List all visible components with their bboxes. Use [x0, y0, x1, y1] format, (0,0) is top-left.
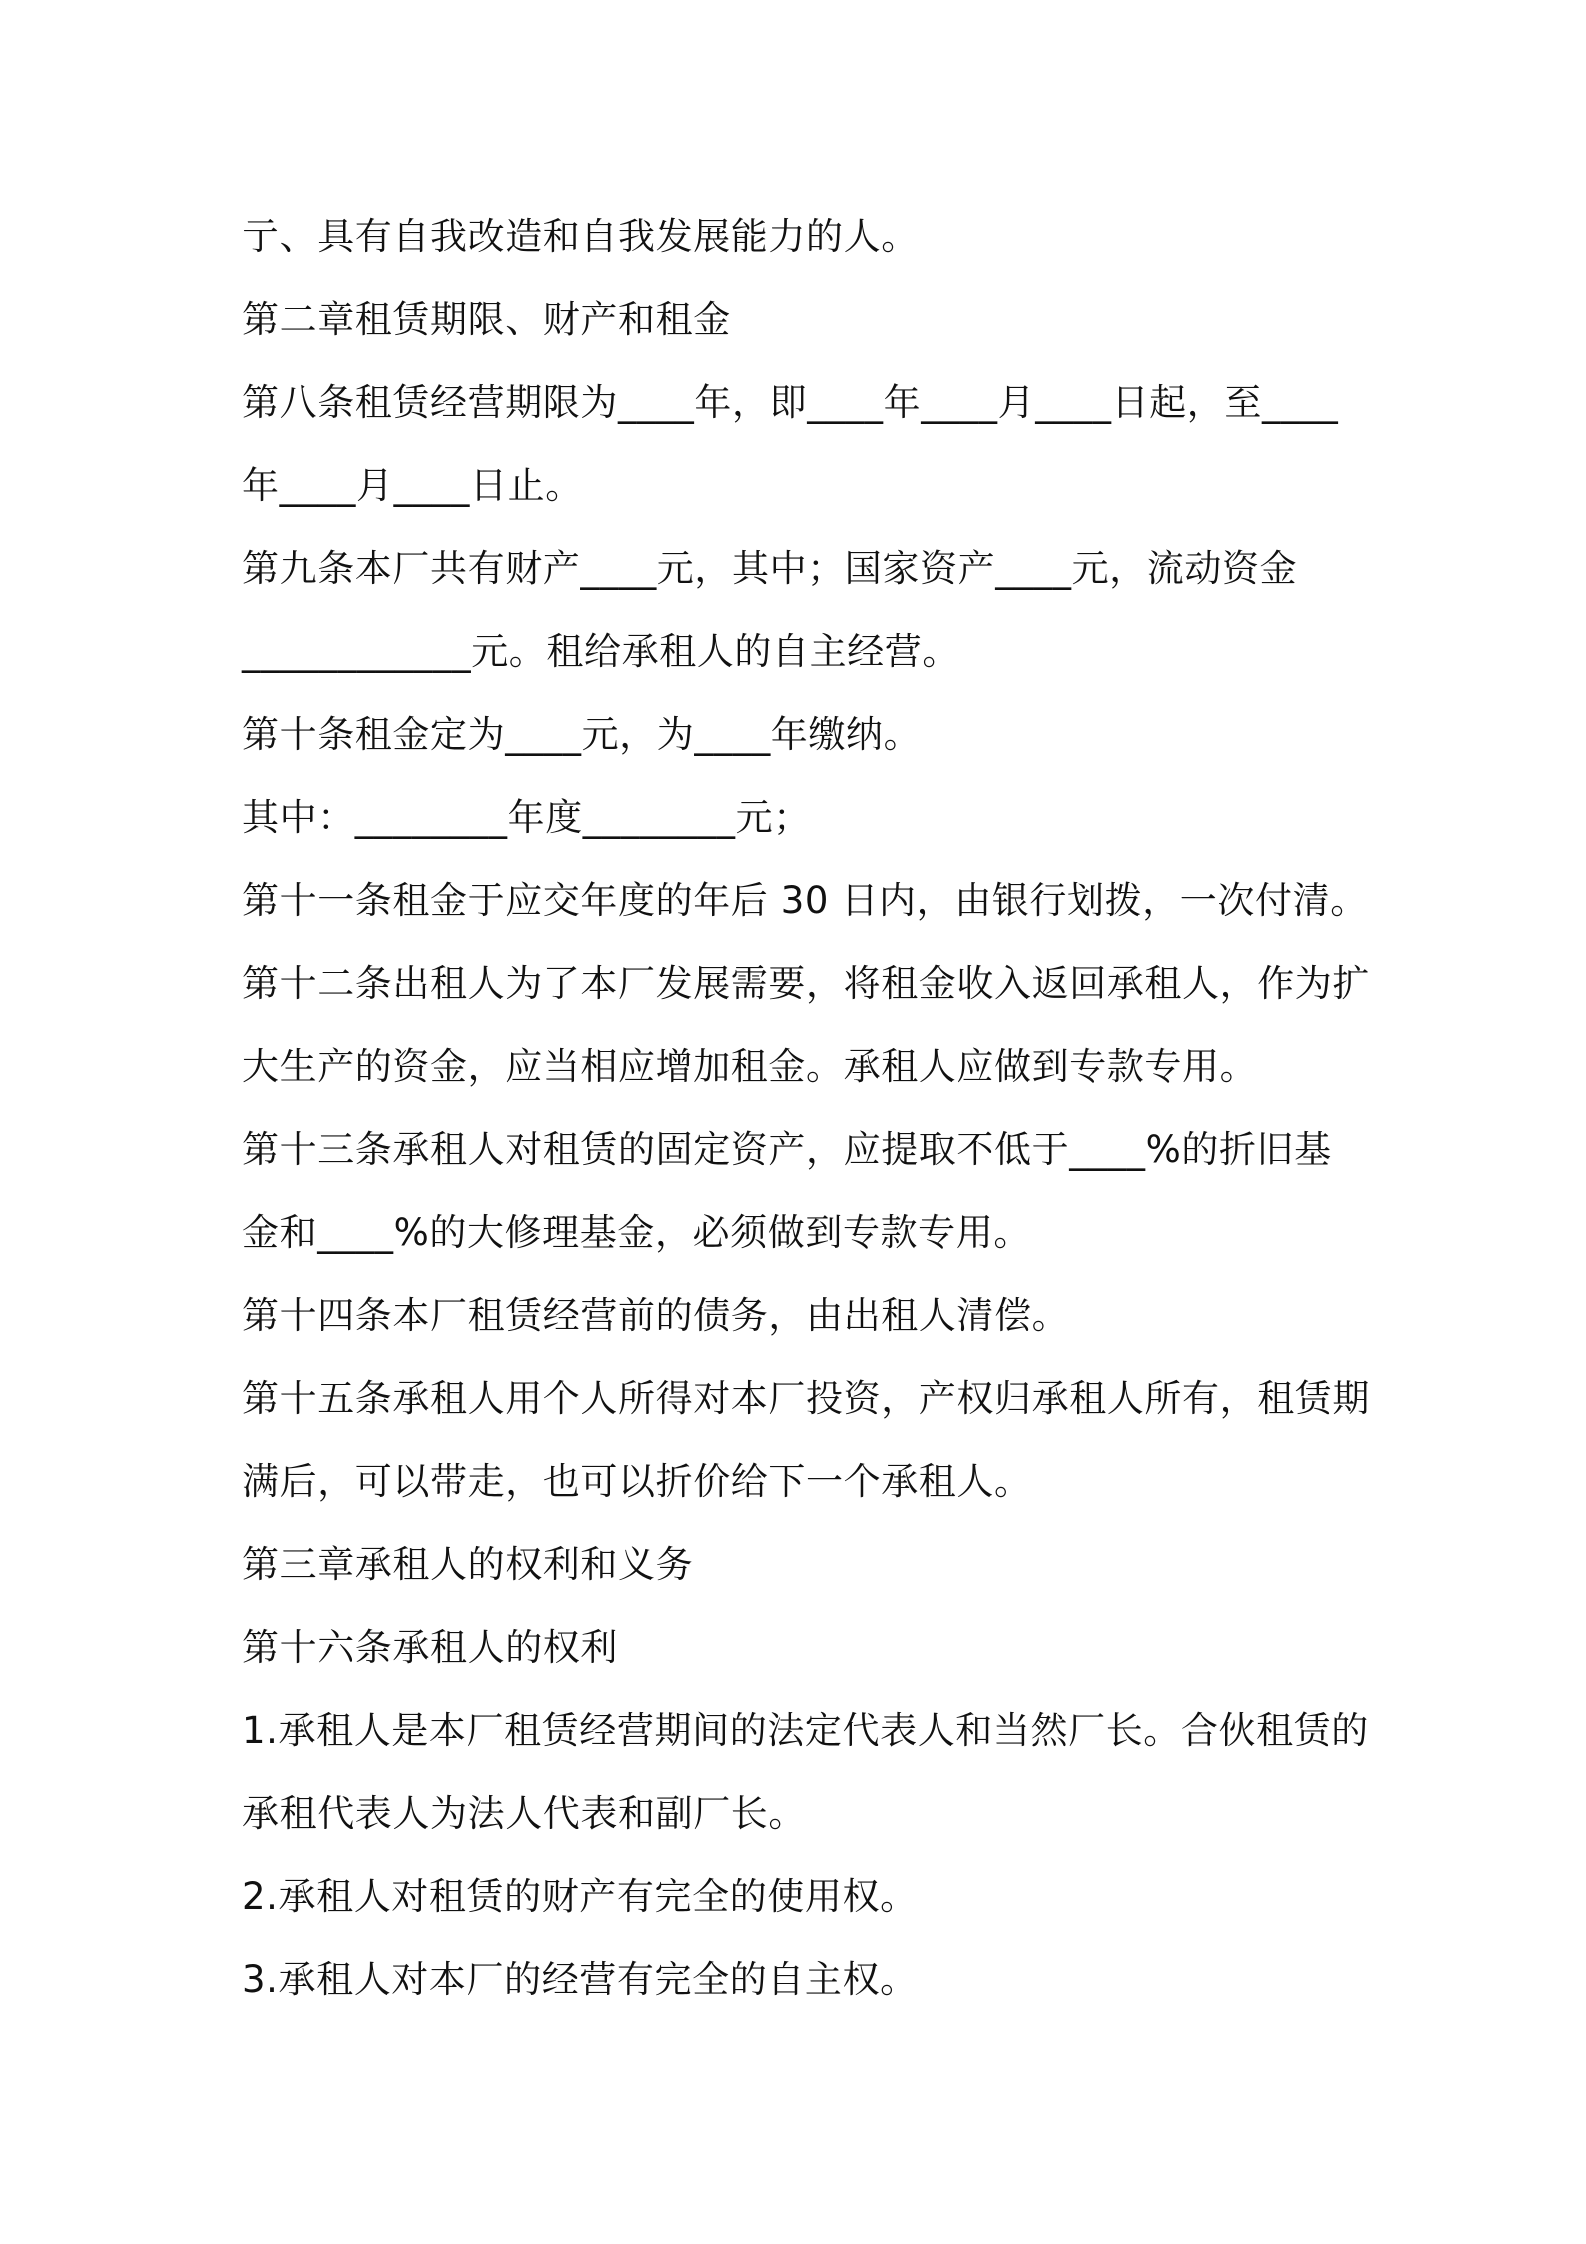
list-item: 2.承租人对租赁的财产有完全的使用权。 — [242, 1875, 918, 1918]
text-line: 金和____%的大修理基金，必须做到专款专用。 — [242, 1211, 1031, 1254]
text-line: 第九条本厂共有财产____元，其中；国家资产____元，流动资金 — [242, 547, 1298, 590]
text-line: 第十五条承租人用个人所得对本厂投资，产权归承租人所有，租赁期 — [242, 1377, 1370, 1420]
article-heading: 第十六条承租人的权利 — [242, 1626, 618, 1669]
document-body — [242, 195, 1370, 2021]
text-line: 亍、具有自我改造和自我发展能力的人。 — [242, 215, 919, 258]
text-line: 第八条租赁经营期限为____年，即____年____月____日起，至____ — [242, 381, 1339, 424]
text-line: 承租代表人为法人代表和副厂长。 — [242, 1792, 806, 1835]
chapter-heading: 第二章租赁期限、财产和租金 — [242, 298, 731, 341]
list-item: 1.承租人是本厂租赁经营期间的法定代表人和当然厂长。合伙租赁的 — [242, 1709, 1369, 1752]
text-line: 年____月____日止。 — [242, 464, 583, 507]
text-line: 第十四条本厂租赁经营前的债务，由出租人清偿。 — [242, 1294, 1070, 1337]
text-line: 其中：________年度________元； — [242, 796, 811, 839]
text-line: 第十一条租金于应交年度的年后 30 日内，由银行划拨，一次付清。 — [242, 879, 1368, 922]
text-line: 第十条租金定为____元，为____年缴纳。 — [242, 713, 922, 756]
text-line: 大生产的资金，应当相应增加租金。承租人应做到专款专用。 — [242, 1045, 1258, 1088]
list-item: 3.承租人对本厂的经营有完全的自主权。 — [242, 1958, 918, 2001]
text-line: ____________元。租给承租人的自主经营。 — [242, 630, 960, 673]
text-line: 第十二条出租人为了本厂发展需要，将租金收入返回承租人，作为扩 — [242, 962, 1370, 1005]
chapter-heading: 第三章承租人的权利和义务 — [242, 1543, 694, 1586]
text-line: 第十三条承租人对租赁的固定资产，应提取不低于____%的折旧基 — [242, 1128, 1332, 1171]
text-line: 满后，可以带走，也可以折价给下一个承租人。 — [242, 1460, 1032, 1503]
